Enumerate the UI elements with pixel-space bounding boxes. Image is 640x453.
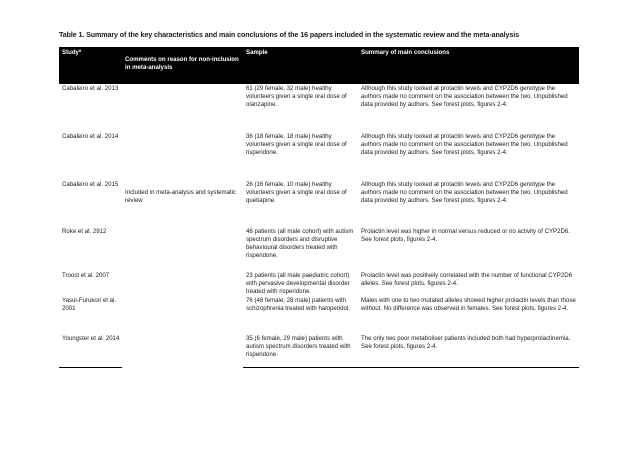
conclusion-cell: The only two poor metaboliser patients included both had hyperprolactinemia. See forest plots, figures 2-4.	[358, 334, 579, 368]
header-study: Study*	[62, 49, 82, 56]
table-header-row	[59, 47, 579, 84]
sample-cell: 26 (16 female, 10 male) healthy volunteers given a single oral dose of quetiapine.	[246, 181, 347, 204]
sample-cell: 76 (48 female, 28 male) patients with schizophrenia treated with haloperidol.	[246, 297, 350, 312]
header-sample: Sample	[246, 49, 268, 56]
summary-table	[59, 47, 579, 368]
study-cell: Youngster et al. 2014	[59, 334, 122, 368]
conclusion-cell: Prolactin level was positively correlated with the number of functional CYP2D6 alleles. See forest plots, figures 2-4.	[361, 272, 573, 287]
sample-cell: 46 patients (all male cohort) with autism spectrum disorders and disruptive behavioural disorders treated with risperidone.	[246, 228, 354, 259]
sample-cell: 23 patients (all male paediatric cohort) with pervasive developmental disorder treated with risperidone.	[246, 272, 350, 295]
conclusion-cell: Males with one to two mutated alleles showed higher prolactin levels than those without. No difference was observed in females. See forest plots, figures 2-4.	[361, 297, 576, 312]
conclusion-cell: Although this study looked at prolactin levels and CYP2D6 genotype the authors made no comment on the association between the two. Unpublished data provided by authors. See forest plots, figures 2-4.	[361, 133, 568, 156]
sample-cell: 61 (29 female, 32 male) healthy volunteers given a single oral dose of olanzapine.	[246, 85, 347, 108]
table-row	[59, 84, 579, 132]
study-cell: Troost et al. 2007	[62, 272, 110, 279]
study-cell: Cabaleiro et al. 2015	[62, 181, 119, 188]
header-reason: Comments on reason for non-inclusion in meta-analysis	[125, 56, 239, 71]
conclusion-cell: Although this study looked at prolactin levels and CYP2D6 genotype the authors made no comment on the association between the two. Unpublished data provided by authors. See forest plots, figures 2-4.	[361, 85, 568, 108]
study-cell: Roke et al. 2912	[62, 228, 107, 235]
study-cell: Cabaleiro et al. 2013	[62, 85, 119, 92]
study-cell: Cabaleiro et al. 2014	[62, 133, 119, 140]
reason-cell: Included in meta-analysis and systematic review	[125, 189, 237, 205]
conclusion-cell: Although this study looked at prolactin levels and CYP2D6 genotype the authors made no comment on the association between the two. Unpublished data provided by authors. See forest plots, figures 2-4.	[361, 181, 568, 204]
sample-cell: 35 (6 female, 29 male) patients with autism spectrum disorders treated with risperidone.	[243, 334, 358, 368]
conclusion-cell: Prolactin level was higher in normal versus reduced or no activity of CYP2D6. See forest plots, figures 2-4.	[361, 228, 570, 243]
study-cell: Yasui-Furukori et al. 2001	[62, 297, 117, 312]
header-conclusions: Summary of main conclusions	[361, 49, 450, 56]
table-title: Table 1. Summary of the key characteristics and main conclusions of the 16 papers included in the systematic review and the meta-analysis	[59, 31, 520, 39]
sample-cell: 36 (18 female, 18 male) healthy volunteers given a single oral dose of risperidone.	[246, 133, 347, 156]
